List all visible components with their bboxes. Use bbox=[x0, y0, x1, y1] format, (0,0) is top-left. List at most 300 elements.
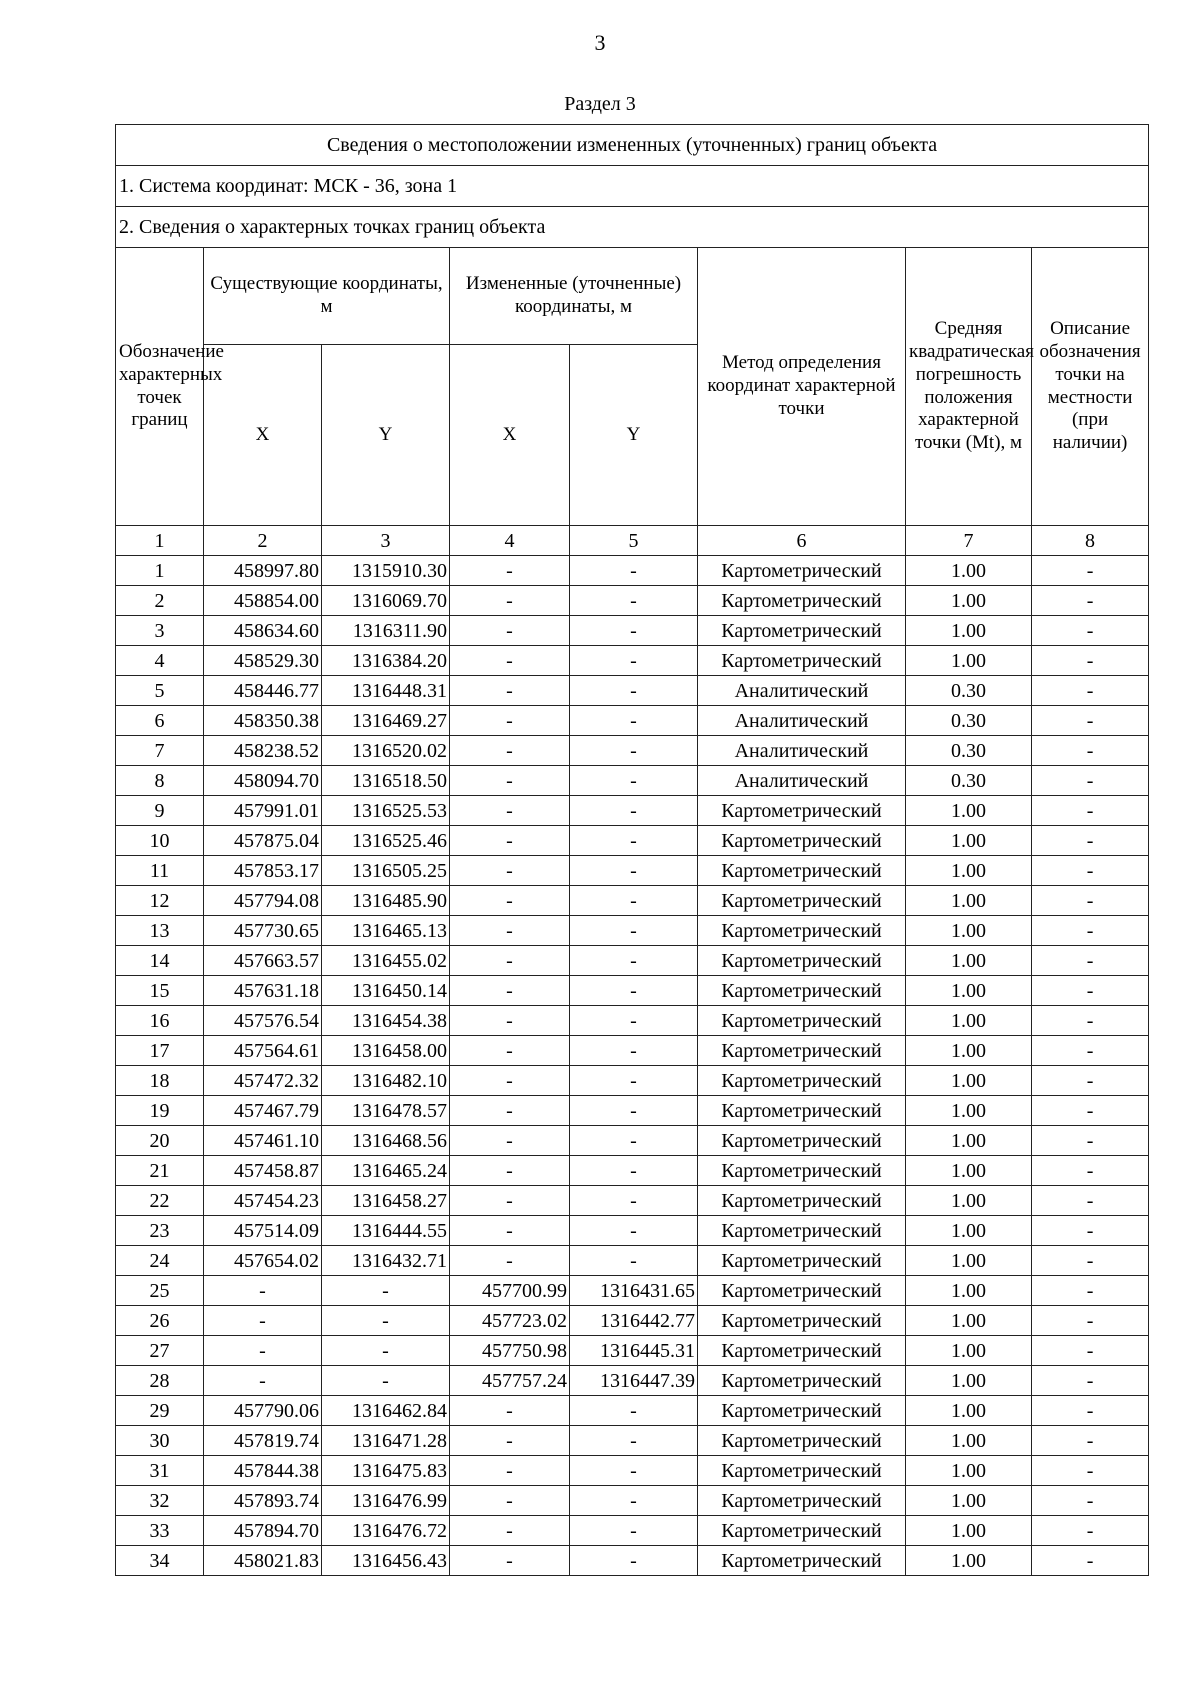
point-number-cell: 4 bbox=[116, 646, 204, 676]
table-row bbox=[116, 826, 1149, 856]
existing-y-cell: 1316505.25 bbox=[322, 856, 450, 886]
error-cell: 1.00 bbox=[906, 1126, 1032, 1156]
existing-x-cell: 457631.18 bbox=[204, 976, 322, 1006]
existing-y-cell: 1316482.10 bbox=[322, 1066, 450, 1096]
description-cell: - bbox=[1032, 1336, 1149, 1366]
point-number-cell: 1 bbox=[116, 556, 204, 586]
existing-y-cell: 1316444.55 bbox=[322, 1216, 450, 1246]
point-number-cell: 32 bbox=[116, 1486, 204, 1516]
changed-x-cell: - bbox=[450, 676, 570, 706]
error-cell: 1.00 bbox=[906, 1396, 1032, 1426]
description-cell: - bbox=[1032, 1306, 1149, 1336]
error-cell: 1.00 bbox=[906, 586, 1032, 616]
method-cell: Картометрический bbox=[698, 1006, 906, 1036]
table-row bbox=[116, 556, 1149, 586]
changed-x-cell: - bbox=[450, 1096, 570, 1126]
column-number: 7 bbox=[906, 526, 1032, 556]
header-point-description: Описание обозначения точки на местности (при наличии) bbox=[1032, 248, 1149, 526]
existing-y-cell: 1316476.72 bbox=[322, 1516, 450, 1546]
changed-x-cell: - bbox=[450, 946, 570, 976]
description-cell: - bbox=[1032, 766, 1149, 796]
existing-y-cell: 1316432.71 bbox=[322, 1246, 450, 1276]
method-cell: Картометрический bbox=[698, 856, 906, 886]
changed-y-cell: - bbox=[570, 766, 698, 796]
changed-y-cell: - bbox=[570, 1546, 698, 1576]
changed-x-cell: - bbox=[450, 856, 570, 886]
description-cell: - bbox=[1032, 1546, 1149, 1576]
existing-x-cell: 457564.61 bbox=[204, 1036, 322, 1066]
existing-x-cell: 458350.38 bbox=[204, 706, 322, 736]
point-number-cell: 13 bbox=[116, 916, 204, 946]
changed-y-cell: - bbox=[570, 1126, 698, 1156]
error-cell: 0.30 bbox=[906, 676, 1032, 706]
changed-x-cell: - bbox=[450, 1516, 570, 1546]
point-number-cell: 11 bbox=[116, 856, 204, 886]
point-number-cell: 33 bbox=[116, 1516, 204, 1546]
existing-x-cell: 458238.52 bbox=[204, 736, 322, 766]
error-cell: 0.30 bbox=[906, 736, 1032, 766]
column-number: 2 bbox=[204, 526, 322, 556]
existing-y-cell: 1316465.24 bbox=[322, 1156, 450, 1186]
error-cell: 1.00 bbox=[906, 856, 1032, 886]
existing-x-cell: 457654.02 bbox=[204, 1246, 322, 1276]
existing-x-cell: - bbox=[204, 1276, 322, 1306]
existing-y-cell: 1316456.43 bbox=[322, 1546, 450, 1576]
existing-y-cell: 1316468.56 bbox=[322, 1126, 450, 1156]
error-cell: 0.30 bbox=[906, 706, 1032, 736]
section-label: Раздел 3 bbox=[564, 93, 636, 115]
changed-x-cell: - bbox=[450, 1246, 570, 1276]
error-cell: 1.00 bbox=[906, 1546, 1032, 1576]
method-cell: Картометрический bbox=[698, 1126, 906, 1156]
changed-x-cell: - bbox=[450, 916, 570, 946]
changed-y-cell: - bbox=[570, 826, 698, 856]
point-number-cell: 7 bbox=[116, 736, 204, 766]
existing-y-cell: 1316520.02 bbox=[322, 736, 450, 766]
description-cell: - bbox=[1032, 1156, 1149, 1186]
header-method: Метод определения координат характерной точки bbox=[698, 248, 906, 526]
method-cell: Картометрический bbox=[698, 1546, 906, 1576]
description-cell: - bbox=[1032, 706, 1149, 736]
changed-x-cell: - bbox=[450, 586, 570, 616]
method-cell: Картометрический bbox=[698, 586, 906, 616]
existing-y-cell: 1315910.30 bbox=[322, 556, 450, 586]
existing-y-cell: 1316458.00 bbox=[322, 1036, 450, 1066]
point-number-cell: 31 bbox=[116, 1456, 204, 1486]
column-number-row bbox=[116, 526, 1149, 556]
column-number: 8 bbox=[1032, 526, 1149, 556]
changed-x-cell: - bbox=[450, 736, 570, 766]
changed-x-cell: - bbox=[450, 1036, 570, 1066]
error-cell: 1.00 bbox=[906, 1336, 1032, 1366]
existing-x-cell: 457893.74 bbox=[204, 1486, 322, 1516]
table-row bbox=[116, 1486, 1149, 1516]
description-cell: - bbox=[1032, 556, 1149, 586]
coordinate-system: 1. Система координат: МСК - 36, зона 1 bbox=[116, 166, 1149, 207]
point-number-cell: 19 bbox=[116, 1096, 204, 1126]
error-cell: 1.00 bbox=[906, 946, 1032, 976]
point-number-cell: 9 bbox=[116, 796, 204, 826]
changed-x-cell: 457723.02 bbox=[450, 1306, 570, 1336]
existing-y-cell: 1316311.90 bbox=[322, 616, 450, 646]
changed-x-cell: - bbox=[450, 646, 570, 676]
method-cell: Картометрический bbox=[698, 1096, 906, 1126]
error-cell: 1.00 bbox=[906, 1456, 1032, 1486]
changed-y-cell: - bbox=[570, 616, 698, 646]
changed-x-cell: - bbox=[450, 796, 570, 826]
description-cell: - bbox=[1032, 856, 1149, 886]
point-number-cell: 18 bbox=[116, 1066, 204, 1096]
existing-x-cell: 457458.87 bbox=[204, 1156, 322, 1186]
table-row bbox=[116, 796, 1149, 826]
changed-y-cell: 1316431.65 bbox=[570, 1276, 698, 1306]
changed-x-cell: - bbox=[450, 766, 570, 796]
table-row bbox=[116, 1456, 1149, 1486]
point-number-cell: 2 bbox=[116, 586, 204, 616]
description-cell: - bbox=[1032, 616, 1149, 646]
changed-y-cell: - bbox=[570, 1096, 698, 1126]
table-row bbox=[116, 1366, 1149, 1396]
existing-x-cell: 457663.57 bbox=[204, 946, 322, 976]
method-cell: Картометрический bbox=[698, 1366, 906, 1396]
description-cell: - bbox=[1032, 976, 1149, 1006]
changed-x-cell: 457700.99 bbox=[450, 1276, 570, 1306]
changed-y-cell: - bbox=[570, 1216, 698, 1246]
table-row bbox=[116, 946, 1149, 976]
existing-x-cell: 457467.79 bbox=[204, 1096, 322, 1126]
table-row bbox=[116, 976, 1149, 1006]
table-row bbox=[116, 1216, 1149, 1246]
table-title: Сведения о местоположении измененных (уточненных) границ объекта bbox=[116, 125, 1149, 166]
point-number-cell: 14 bbox=[116, 946, 204, 976]
table-row bbox=[116, 1246, 1149, 1276]
error-cell: 1.00 bbox=[906, 1246, 1032, 1276]
changed-y-cell: 1316442.77 bbox=[570, 1306, 698, 1336]
description-cell: - bbox=[1032, 586, 1149, 616]
method-cell: Картометрический bbox=[698, 1426, 906, 1456]
point-number-cell: 24 bbox=[116, 1246, 204, 1276]
changed-x-cell: 457757.24 bbox=[450, 1366, 570, 1396]
point-number-cell: 34 bbox=[116, 1546, 204, 1576]
header-changed-y: Y bbox=[570, 345, 698, 526]
description-cell: - bbox=[1032, 1126, 1149, 1156]
changed-y-cell: - bbox=[570, 1426, 698, 1456]
point-number-cell: 17 bbox=[116, 1036, 204, 1066]
method-cell: Картометрический bbox=[698, 1456, 906, 1486]
changed-y-cell: - bbox=[570, 796, 698, 826]
column-number: 1 bbox=[116, 526, 204, 556]
changed-y-cell: - bbox=[570, 1066, 698, 1096]
existing-y-cell: - bbox=[322, 1336, 450, 1366]
existing-y-cell: 1316518.50 bbox=[322, 766, 450, 796]
changed-y-cell: - bbox=[570, 1246, 698, 1276]
method-cell: Картометрический bbox=[698, 1396, 906, 1426]
point-number-cell: 8 bbox=[116, 766, 204, 796]
method-cell: Картометрический bbox=[698, 646, 906, 676]
table-row bbox=[116, 1126, 1149, 1156]
table-row bbox=[116, 1006, 1149, 1036]
changed-y-cell: - bbox=[570, 1516, 698, 1546]
changed-x-cell: - bbox=[450, 886, 570, 916]
method-cell: Аналитический bbox=[698, 736, 906, 766]
existing-y-cell: 1316469.27 bbox=[322, 706, 450, 736]
method-cell: Картометрический bbox=[698, 1516, 906, 1546]
table-row bbox=[116, 1096, 1149, 1126]
changed-y-cell: 1316445.31 bbox=[570, 1336, 698, 1366]
existing-y-cell: 1316455.02 bbox=[322, 946, 450, 976]
column-number: 5 bbox=[570, 526, 698, 556]
existing-x-cell: 458446.77 bbox=[204, 676, 322, 706]
existing-y-cell: 1316462.84 bbox=[322, 1396, 450, 1426]
table-row bbox=[116, 646, 1149, 676]
changed-y-cell: - bbox=[570, 706, 698, 736]
changed-x-cell: - bbox=[450, 556, 570, 586]
column-number: 3 bbox=[322, 526, 450, 556]
table-row bbox=[116, 1546, 1149, 1576]
changed-x-cell: - bbox=[450, 1486, 570, 1516]
point-number-cell: 5 bbox=[116, 676, 204, 706]
existing-y-cell: 1316525.46 bbox=[322, 826, 450, 856]
existing-x-cell: 458021.83 bbox=[204, 1546, 322, 1576]
method-cell: Картометрический bbox=[698, 1186, 906, 1216]
existing-x-cell: 458529.30 bbox=[204, 646, 322, 676]
existing-x-cell: - bbox=[204, 1366, 322, 1396]
point-number-cell: 10 bbox=[116, 826, 204, 856]
existing-x-cell: 457875.04 bbox=[204, 826, 322, 856]
description-cell: - bbox=[1032, 1066, 1149, 1096]
changed-y-cell: - bbox=[570, 1186, 698, 1216]
error-cell: 1.00 bbox=[906, 1276, 1032, 1306]
description-cell: - bbox=[1032, 1426, 1149, 1456]
changed-y-cell: - bbox=[570, 1456, 698, 1486]
method-cell: Картометрический bbox=[698, 886, 906, 916]
changed-x-cell: - bbox=[450, 1456, 570, 1486]
changed-x-cell: - bbox=[450, 1156, 570, 1186]
description-cell: - bbox=[1032, 646, 1149, 676]
method-cell: Картометрический bbox=[698, 916, 906, 946]
table-row bbox=[116, 1336, 1149, 1366]
existing-x-cell: 457819.74 bbox=[204, 1426, 322, 1456]
existing-y-cell: 1316454.38 bbox=[322, 1006, 450, 1036]
method-cell: Картометрический bbox=[698, 946, 906, 976]
changed-x-cell: - bbox=[450, 1426, 570, 1456]
error-cell: 1.00 bbox=[906, 1186, 1032, 1216]
changed-y-cell: 1316447.39 bbox=[570, 1366, 698, 1396]
error-cell: 1.00 bbox=[906, 1156, 1032, 1186]
changed-y-cell: - bbox=[570, 676, 698, 706]
error-cell: 1.00 bbox=[906, 1006, 1032, 1036]
description-cell: - bbox=[1032, 1366, 1149, 1396]
description-cell: - bbox=[1032, 1216, 1149, 1246]
method-cell: Картометрический bbox=[698, 1066, 906, 1096]
method-cell: Картометрический bbox=[698, 976, 906, 1006]
header-existing-x: X bbox=[204, 345, 322, 526]
existing-x-cell: 457576.54 bbox=[204, 1006, 322, 1036]
table-row bbox=[116, 1186, 1149, 1216]
existing-x-cell: 457461.10 bbox=[204, 1126, 322, 1156]
existing-x-cell: - bbox=[204, 1306, 322, 1336]
page-number: 3 bbox=[594, 30, 606, 55]
method-cell: Картометрический bbox=[698, 796, 906, 826]
changed-y-cell: - bbox=[570, 1396, 698, 1426]
existing-y-cell: 1316478.57 bbox=[322, 1096, 450, 1126]
existing-y-cell: 1316458.27 bbox=[322, 1186, 450, 1216]
point-number-cell: 12 bbox=[116, 886, 204, 916]
description-cell: - bbox=[1032, 916, 1149, 946]
changed-y-cell: - bbox=[570, 1486, 698, 1516]
changed-x-cell: - bbox=[450, 1216, 570, 1246]
description-cell: - bbox=[1032, 886, 1149, 916]
existing-y-cell: 1316448.31 bbox=[322, 676, 450, 706]
point-number-cell: 22 bbox=[116, 1186, 204, 1216]
existing-y-cell: 1316525.53 bbox=[322, 796, 450, 826]
changed-x-cell: - bbox=[450, 826, 570, 856]
changed-y-cell: - bbox=[570, 1006, 698, 1036]
description-cell: - bbox=[1032, 946, 1149, 976]
changed-x-cell: - bbox=[450, 616, 570, 646]
error-cell: 1.00 bbox=[906, 556, 1032, 586]
changed-x-cell: 457750.98 bbox=[450, 1336, 570, 1366]
method-cell: Картометрический bbox=[698, 1036, 906, 1066]
table-row bbox=[116, 1306, 1149, 1336]
header-designation: Обозначение характерных точек границ bbox=[116, 248, 204, 526]
method-cell: Картометрический bbox=[698, 1156, 906, 1186]
boundary-points-table bbox=[115, 124, 1149, 1576]
existing-x-cell: 457790.06 bbox=[204, 1396, 322, 1426]
point-number-cell: 21 bbox=[116, 1156, 204, 1186]
existing-x-cell: 457794.08 bbox=[204, 886, 322, 916]
description-cell: - bbox=[1032, 1246, 1149, 1276]
error-cell: 1.00 bbox=[906, 1426, 1032, 1456]
existing-x-cell: 457514.09 bbox=[204, 1216, 322, 1246]
point-number-cell: 23 bbox=[116, 1216, 204, 1246]
point-number-cell: 28 bbox=[116, 1366, 204, 1396]
method-cell: Картометрический bbox=[698, 1336, 906, 1366]
points-heading: 2. Сведения о характерных точках границ объекта bbox=[116, 207, 1149, 248]
point-number-cell: 6 bbox=[116, 706, 204, 736]
error-cell: 1.00 bbox=[906, 1486, 1032, 1516]
error-cell: 1.00 bbox=[906, 1216, 1032, 1246]
point-number-cell: 30 bbox=[116, 1426, 204, 1456]
existing-x-cell: 458854.00 bbox=[204, 586, 322, 616]
description-cell: - bbox=[1032, 1396, 1149, 1426]
changed-y-cell: - bbox=[570, 886, 698, 916]
error-cell: 1.00 bbox=[906, 1516, 1032, 1546]
table-row bbox=[116, 616, 1149, 646]
changed-x-cell: - bbox=[450, 1546, 570, 1576]
error-cell: 1.00 bbox=[906, 886, 1032, 916]
changed-y-cell: - bbox=[570, 1156, 698, 1186]
existing-x-cell: 457844.38 bbox=[204, 1456, 322, 1486]
table-row bbox=[116, 1426, 1149, 1456]
header-existing-coordinates: Существующие координаты, м bbox=[204, 248, 450, 345]
point-number-cell: 27 bbox=[116, 1336, 204, 1366]
point-number-cell: 16 bbox=[116, 1006, 204, 1036]
header-changed-coordinates: Измененные (уточненные) координаты, м bbox=[450, 248, 698, 345]
changed-y-cell: - bbox=[570, 1036, 698, 1066]
table-row bbox=[116, 1036, 1149, 1066]
error-cell: 1.00 bbox=[906, 1066, 1032, 1096]
table-row bbox=[116, 916, 1149, 946]
table-row bbox=[116, 1396, 1149, 1426]
changed-y-cell: - bbox=[570, 646, 698, 676]
error-cell: 0.30 bbox=[906, 766, 1032, 796]
point-number-cell: 25 bbox=[116, 1276, 204, 1306]
existing-x-cell: 457991.01 bbox=[204, 796, 322, 826]
changed-y-cell: - bbox=[570, 856, 698, 886]
existing-x-cell: 457730.65 bbox=[204, 916, 322, 946]
changed-x-cell: - bbox=[450, 1396, 570, 1426]
existing-y-cell: 1316384.20 bbox=[322, 646, 450, 676]
changed-y-cell: - bbox=[570, 586, 698, 616]
method-cell: Картометрический bbox=[698, 1216, 906, 1246]
changed-x-cell: - bbox=[450, 1186, 570, 1216]
table-row bbox=[116, 886, 1149, 916]
error-cell: 1.00 bbox=[906, 646, 1032, 676]
existing-x-cell: 457472.32 bbox=[204, 1066, 322, 1096]
table-row bbox=[116, 766, 1149, 796]
table-row bbox=[116, 736, 1149, 766]
changed-x-cell: - bbox=[450, 1126, 570, 1156]
existing-y-cell: 1316471.28 bbox=[322, 1426, 450, 1456]
error-cell: 1.00 bbox=[906, 826, 1032, 856]
table-row bbox=[116, 706, 1149, 736]
point-number-cell: 3 bbox=[116, 616, 204, 646]
header-mean-square-error: Средняя квадратическая погрешность положения характерной точки (Mt), м bbox=[906, 248, 1032, 526]
existing-y-cell: - bbox=[322, 1276, 450, 1306]
method-cell: Картометрический bbox=[698, 1276, 906, 1306]
changed-x-cell: - bbox=[450, 1066, 570, 1096]
description-cell: - bbox=[1032, 1276, 1149, 1306]
point-number-cell: 26 bbox=[116, 1306, 204, 1336]
changed-y-cell: - bbox=[570, 736, 698, 766]
point-number-cell: 20 bbox=[116, 1126, 204, 1156]
changed-y-cell: - bbox=[570, 916, 698, 946]
column-number: 6 bbox=[698, 526, 906, 556]
description-cell: - bbox=[1032, 1186, 1149, 1216]
existing-x-cell: 457853.17 bbox=[204, 856, 322, 886]
table-row bbox=[116, 1066, 1149, 1096]
table-row bbox=[116, 676, 1149, 706]
table-row bbox=[116, 1156, 1149, 1186]
existing-x-cell: - bbox=[204, 1336, 322, 1366]
table-row bbox=[116, 856, 1149, 886]
method-cell: Картометрический bbox=[698, 616, 906, 646]
description-cell: - bbox=[1032, 1486, 1149, 1516]
existing-x-cell: 458634.60 bbox=[204, 616, 322, 646]
error-cell: 1.00 bbox=[906, 1306, 1032, 1336]
method-cell: Картометрический bbox=[698, 556, 906, 586]
changed-x-cell: - bbox=[450, 1006, 570, 1036]
point-number-cell: 15 bbox=[116, 976, 204, 1006]
method-cell: Картометрический bbox=[698, 1486, 906, 1516]
error-cell: 1.00 bbox=[906, 616, 1032, 646]
existing-y-cell: 1316465.13 bbox=[322, 916, 450, 946]
method-cell: Аналитический bbox=[698, 706, 906, 736]
method-cell: Картометрический bbox=[698, 1246, 906, 1276]
existing-y-cell: 1316476.99 bbox=[322, 1486, 450, 1516]
table-row bbox=[116, 586, 1149, 616]
existing-y-cell: 1316069.70 bbox=[322, 586, 450, 616]
existing-y-cell: - bbox=[322, 1366, 450, 1396]
existing-x-cell: 458997.80 bbox=[204, 556, 322, 586]
existing-y-cell: 1316450.14 bbox=[322, 976, 450, 1006]
method-cell: Картометрический bbox=[698, 826, 906, 856]
error-cell: 1.00 bbox=[906, 796, 1032, 826]
description-cell: - bbox=[1032, 1516, 1149, 1546]
header-existing-y: Y bbox=[322, 345, 450, 526]
existing-y-cell: 1316485.90 bbox=[322, 886, 450, 916]
